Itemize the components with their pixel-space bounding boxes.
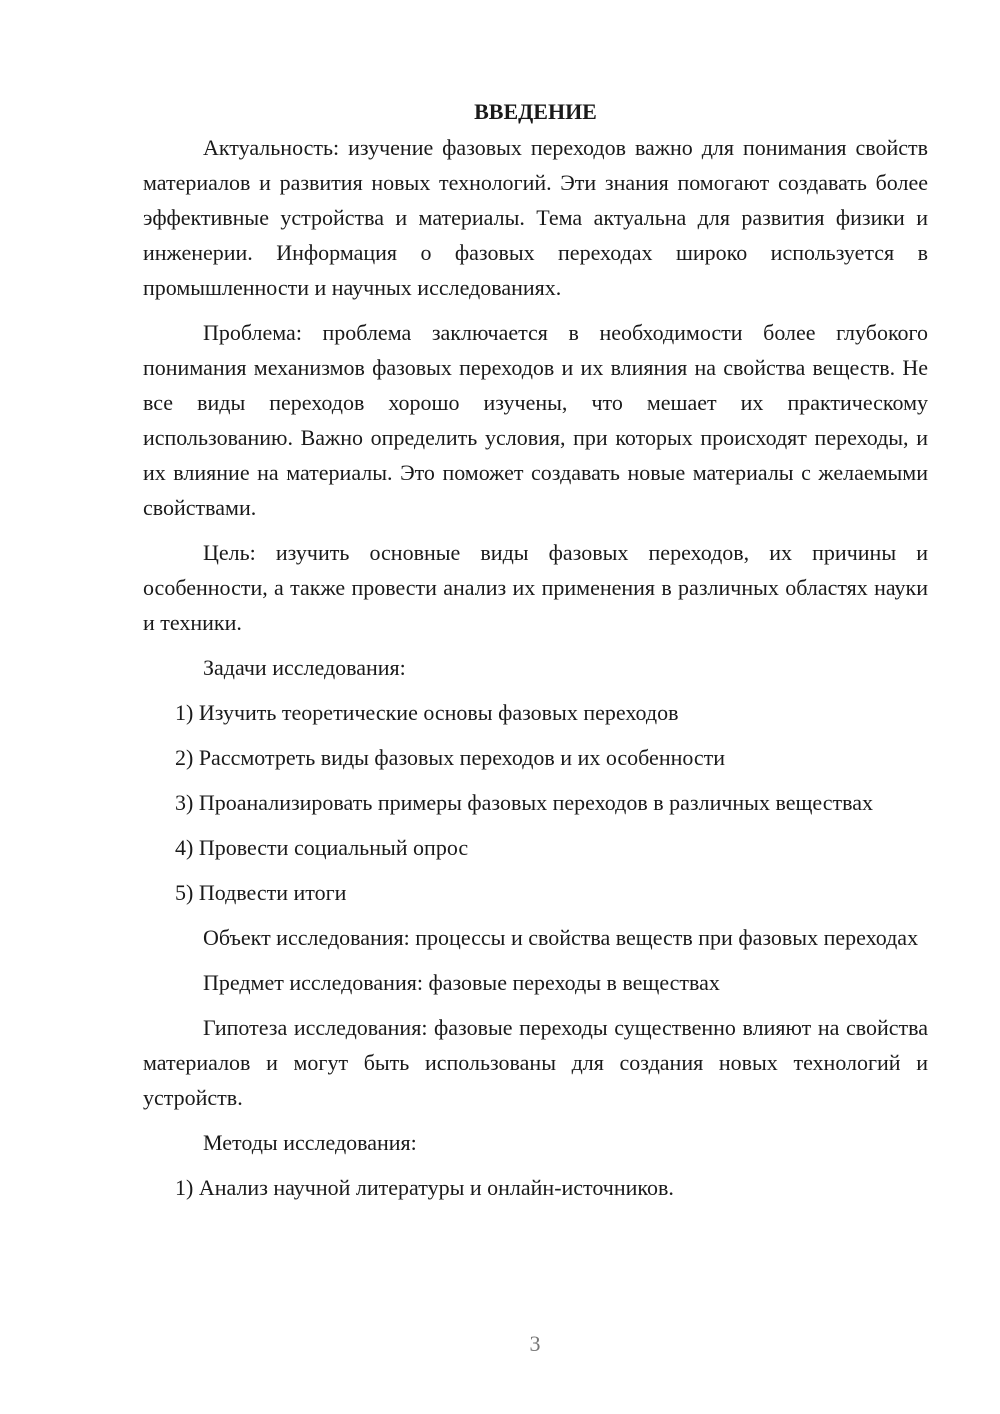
task-item: 1) Изучить теоретические основы фазовых переходов <box>175 700 679 725</box>
section-heading: ВВЕДЕНИЕ <box>474 99 597 124</box>
paragraph-goal: Цель: изучить основные виды фазовых переходов, их причины и особенности, а также провести анализ их применения в различных областях науки и техники. <box>143 540 928 635</box>
task-item: 2) Рассмотреть виды фазовых переходов и их особенности <box>175 745 726 770</box>
document-page <box>143 94 928 1215</box>
task-item: 3) Проанализировать примеры фазовых переходов в различных веществах <box>175 790 873 815</box>
paragraph-subject: Предмет исследования: фазовые переходы в веществах <box>203 970 720 995</box>
paragraph-relevance: Актуальность: изучение фазовых переходов важно для понимания свойств материалов и развития новых технологий. Эти знания помогают создавать более эффективные устройства и материалы. Тема актуальна для развития физики и инженерии. Информация о фазовых переходах широко используется в промышленности и научных исследованиях. <box>143 135 928 300</box>
paragraph-problem: Проблема: проблема заключается в необходимости более глубокого понимания механизмов фазовых переходов и их влияния на свойства веществ. Не все виды переходов хорошо изучены, что мешает их практическому использованию. Важно определить условия, при которых происходят переходы, и их влияние на материалы. Это поможет создавать новые материалы с желаемыми свойствами. <box>143 320 928 520</box>
methods-title: Методы исследования: <box>203 1130 417 1155</box>
paragraph-hypothesis: Гипотеза исследования: фазовые переходы существенно влияют на свойства материалов и могут быть использованы для создания новых технологий и устройств. <box>143 1015 928 1110</box>
tasks-title: Задачи исследования: <box>203 655 406 680</box>
task-item: 4) Провести социальный опрос <box>175 835 469 860</box>
method-item: 1) Анализ научной литературы и онлайн-источников. <box>175 1175 674 1200</box>
task-item: 5) Подвести итоги <box>175 880 347 905</box>
paragraph-object: Объект исследования: процессы и свойства веществ при фазовых переходах <box>203 925 919 950</box>
page-number: 3 <box>529 1331 541 1356</box>
